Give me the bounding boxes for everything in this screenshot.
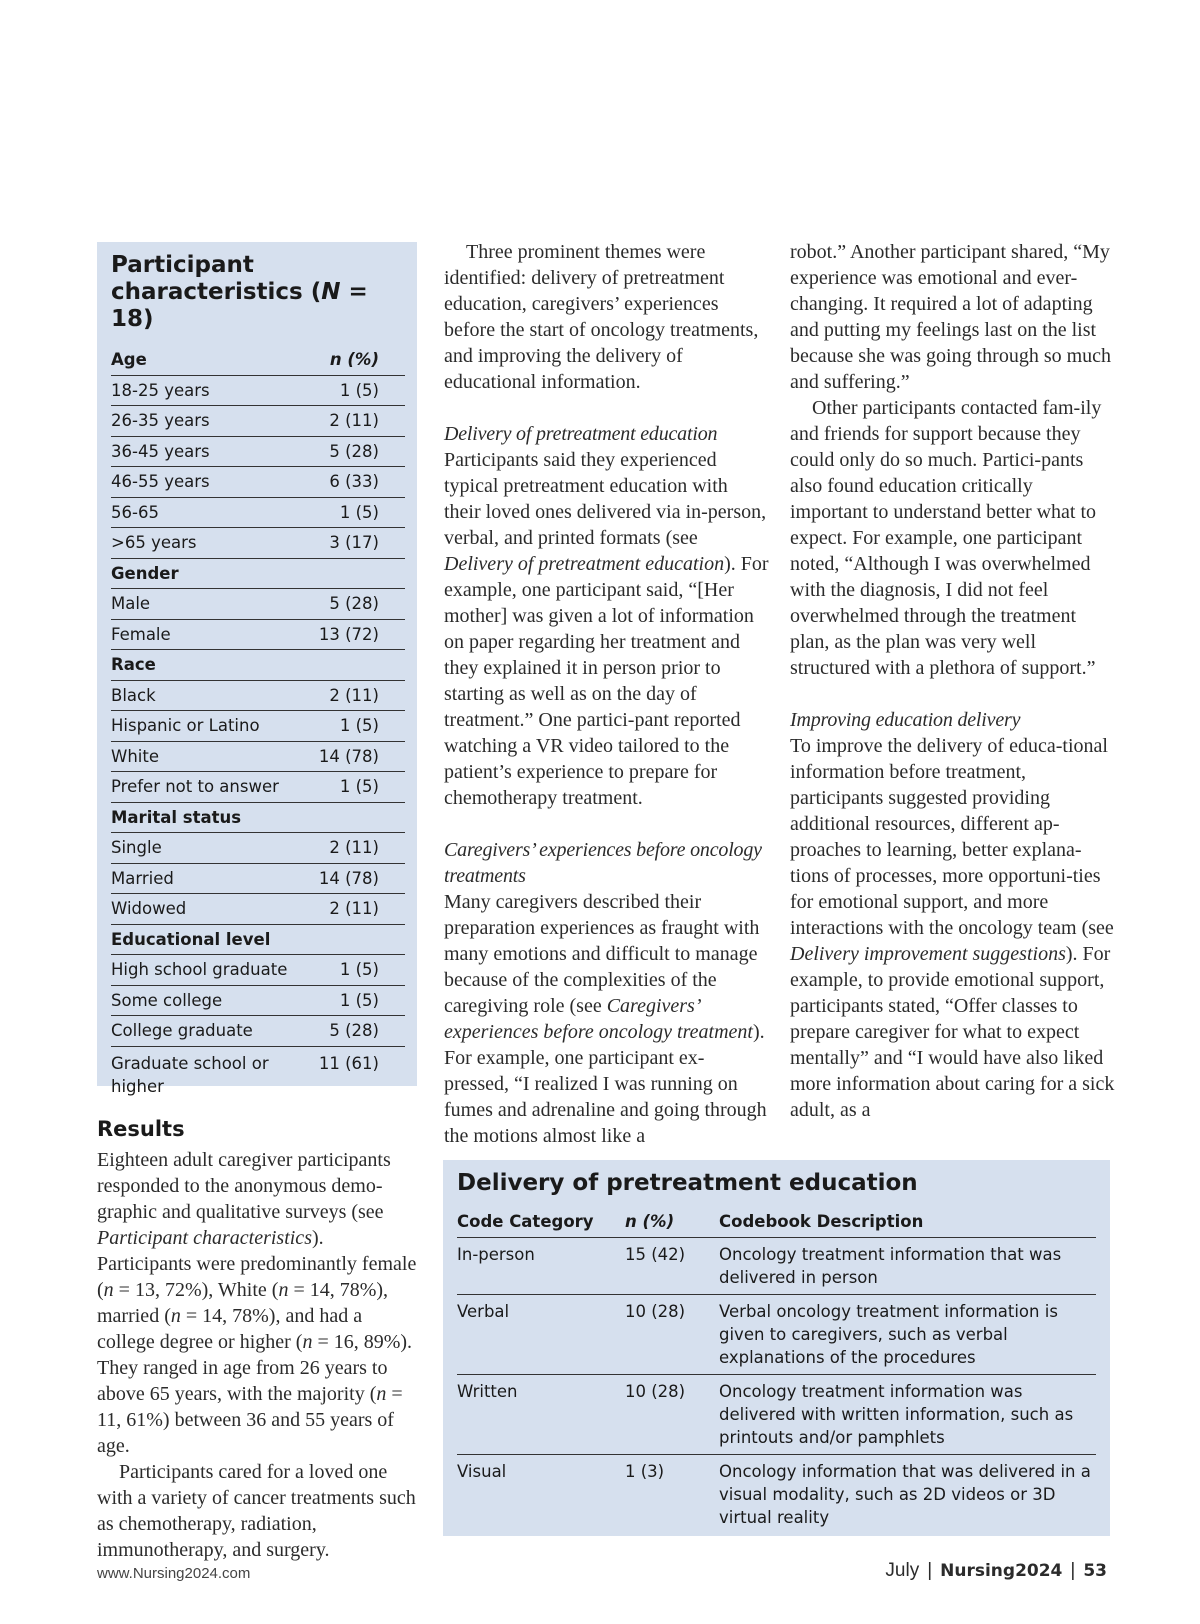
table-row: 46-55 years 6 (33) (111, 467, 405, 498)
table-row: Written 10 (28) Oncology treatment information was delivered with written information, such as printouts and/or pamphlets (457, 1375, 1096, 1455)
themes-paragraph: Three prominent themes were identified: delivery of pretreatment education, caregivers’ experiences before the start of oncology treatments, and improving the delivery of educational information. (444, 241, 759, 393)
header-value: n (%) (311, 345, 405, 375)
table-row: Visual 1 (3) Oncology information that was delivered in a visual modality, such as 2D videos or 3D virtual reality (457, 1462, 1091, 1527)
right-column (790, 239, 1115, 1123)
footer-folio: July | Nursing2024 | 53 (885, 1560, 1107, 1581)
section-row-gender: Gender (111, 558, 405, 589)
delivery-pretreatment-title: Delivery of pretreatment education (457, 1170, 918, 1196)
header-n: n (%) (625, 1209, 719, 1238)
middle-column (444, 239, 769, 1149)
robot-paragraph: robot.” Another participant shared, “My experience was emotional and ever-changing. It required a lot of adapting and putting my feelings last on the list because she was going through so much and suffering.” (790, 241, 1112, 393)
section-row-race: Race (111, 650, 405, 681)
table-row: Single 2 (11) (111, 833, 405, 864)
delivery-pretreatment-box (443, 1160, 1110, 1536)
subheading-delivery: Delivery of pretreatment education (444, 423, 718, 445)
table-header-row (457, 1209, 1096, 1238)
participant-characteristics-box (97, 242, 417, 1096)
table-row: Married 14 (78) (111, 863, 405, 894)
delivery-pretreatment-table (457, 1209, 1096, 1534)
caregivers-paragraph: Many caregivers described their preparation experiences as fraught with many emotions and difficult to manage because of the complexities of the caregiving role (see Caregivers’ experiences before oncology treatment). For example, one participant ex-pressed, “I realized I was running on fumes and adrenaline and going through the motions almost like a (444, 891, 767, 1147)
footer-journal: Nursing2024 (940, 1561, 1063, 1581)
table-row: 26-35 years 2 (11) (111, 406, 405, 437)
table-row: In-person 15 (42) Oncology treatment information that was delivered in person (457, 1238, 1096, 1295)
table-row: High school graduate 1 (5) (111, 955, 405, 986)
table-row: 18-25 years 1 (5) (111, 375, 405, 406)
results-column (97, 1147, 419, 1563)
table-row: Verbal 10 (28) Verbal oncology treatment information is given to caregivers, such as verbal explanations of the procedures (457, 1295, 1096, 1375)
table-row: >65 years 3 (17) (111, 528, 405, 559)
table-row: College graduate 5 (28) (111, 1016, 405, 1047)
participant-characteristics-title: Participant characteristics (N = 18) (111, 252, 368, 332)
results-heading: Results (97, 1117, 185, 1141)
table-row: 56-65 1 (5) (111, 497, 405, 528)
delivery-paragraph: Participants said they experienced typical pretreatment education with their loved ones delivered via in-person, verbal, and printed formats (see Delivery of pretreatment education). For example, one participant said, “[Her mother] was given a lot of information on paper regarding her treatment and they explained it in person prior to starting as well as on the day of treatment.” One partici-pant reported watching a VR video tailored to the patient’s experience to prepare for chemotherapy treatment. (444, 449, 769, 809)
table-row: Hispanic or Latino 1 (5) (111, 711, 405, 742)
table-row: 36-45 years 5 (28) (111, 436, 405, 467)
header-label: Age (111, 345, 311, 375)
table-row: White 14 (78) (111, 741, 405, 772)
header-code-category: Code Category (457, 1209, 625, 1238)
results-paragraph-1: Eighteen adult caregiver participants responded to the anonymous demo-graphic and qualitative surveys (see Participant characteristics). Participants were predominantly female (n = 13, 72%), White (n = 14, 78%), married (n = 14, 78%), and had a college degree or higher (n = 16, 89%). They ranged in age from 26 years to above 65 years, with the majority (n = 11, 61%) between 36 and 55 years of age. (97, 1149, 417, 1457)
table-row: Graduate school or higher 11 (61) (111, 1053, 379, 1096)
header-codebook-description: Codebook Description (719, 1209, 1096, 1238)
subheading-improving-delivery: Improving education delivery (790, 709, 1021, 731)
table-row: Male 5 (28) (111, 589, 405, 620)
section-row-marital-status: Marital status (111, 802, 405, 833)
improving-paragraph: To improve the delivery of educa-tional information before treatment, participants suggested providing additional resources, different ap-proaches to learning, better explana-tions of processes, more opportuni-ties for emotional support, and more interactions with the oncology team (see Delivery improvement suggestions). For example, to provide emotional support, participants stated, “Offer classes to prepare caregiver for what to expect mentally” and “I would have also liked more information about caring for a sick adult, as a (790, 735, 1115, 1121)
subheading-caregivers-experiences: Caregivers’ experiences before oncology treatments (444, 839, 762, 887)
footer-month: July (885, 1560, 920, 1581)
support-paragraph: Other participants contacted fam-ily and friends for support because they could only do so much. Partici-pants also found education critically important to understand better what to expect. For example, one participant noted, “Although I was overwhelmed with the diagnosis, I did not feel overwhelmed through the treatment plan, as the plan was very well structured with a plethora of support.” (790, 397, 1102, 679)
table-row: Widowed 2 (11) (111, 894, 405, 925)
table-row: Black 2 (11) (111, 680, 405, 711)
table-row: Some college 1 (5) (111, 985, 405, 1016)
table-row: Prefer not to answer 1 (5) (111, 772, 405, 803)
table-header-row (111, 345, 405, 375)
footer-page-number: 53 (1083, 1561, 1107, 1581)
footer-url: www.Nursing2024.com (97, 1565, 251, 1582)
participant-characteristics-table (111, 345, 405, 1098)
section-row-educational-level: Educational level (111, 924, 405, 955)
results-paragraph-2: Participants cared for a loved one with a variety of cancer treatments such as chemotherapy, radiation, immunotherapy, and surgery. (97, 1461, 416, 1561)
table-row: Female 13 (72) (111, 619, 405, 650)
